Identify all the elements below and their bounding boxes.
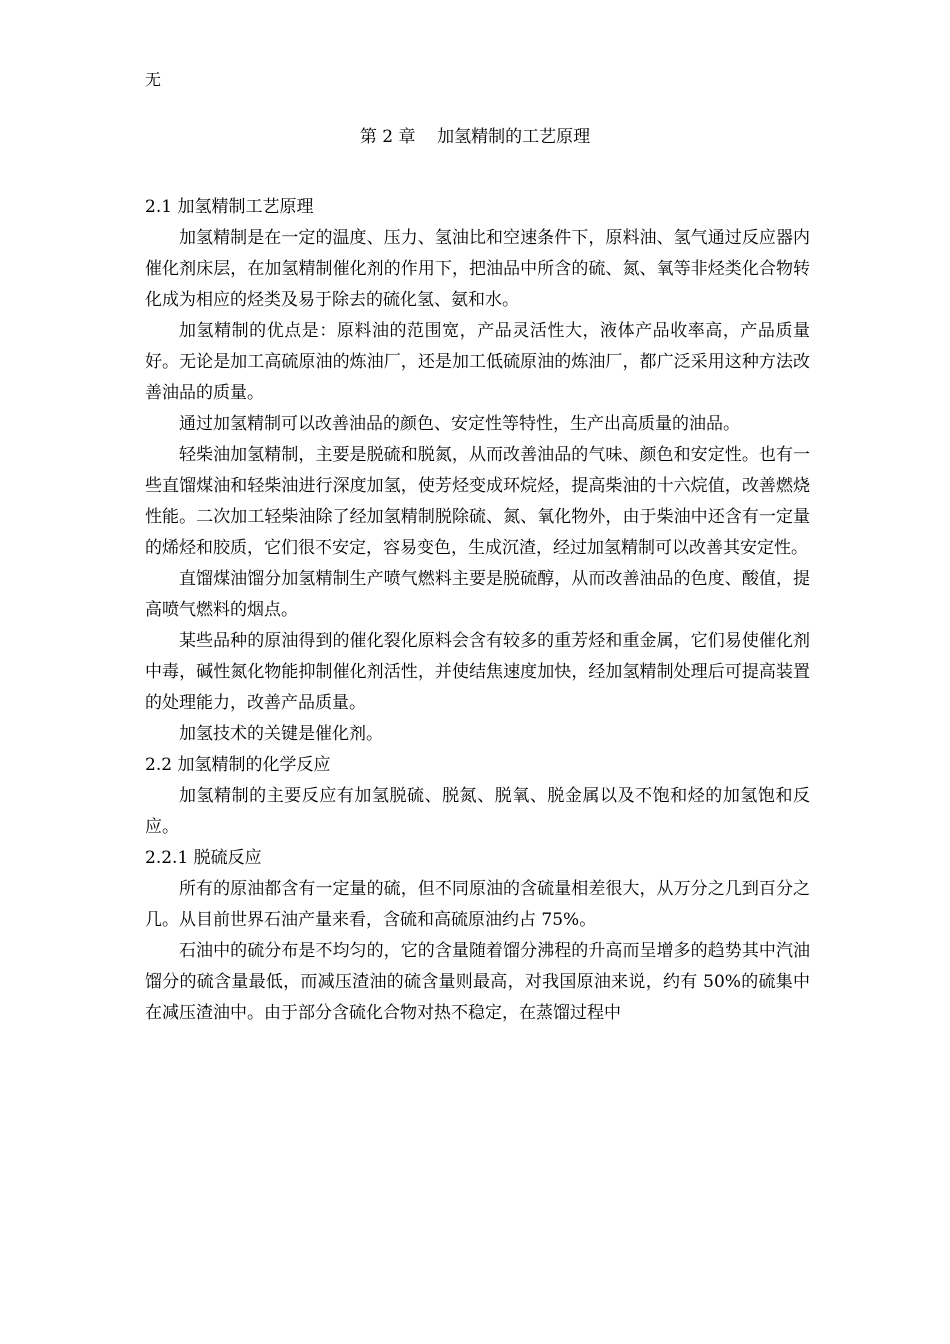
- paragraph: 所有的原油都含有一定量的硫，但不同原油的含硫量相差很大，从万分之几到百分之几。从目前世界石油产量来看，含硫和高硫原油约占 75%。: [145, 879, 810, 930]
- document-body: [145, 192, 810, 1029]
- paragraph: 加氢精制的主要反应有加氢脱硫、脱氮、脱氧、脱金属以及不饱和烃的加氢饱和反应。: [145, 786, 810, 837]
- paragraph: 石油中的硫分布是不均匀的，它的含量随着馏分沸程的升高而呈增多的趋势其中汽油馏分的硫含量最低，而减压渣油的硫含量则最高，对我国原油来说，约有 50%的硫集中在减压渣油中。由于部分含硫化合物对热不稳定，在蒸馏过程中: [145, 941, 810, 1023]
- section-heading-2-1: 2.1 加氢精制工艺原理: [145, 197, 314, 217]
- section-heading-2-2-1: 2.2.1 脱硫反应: [145, 848, 262, 868]
- header-mark: 无: [145, 70, 162, 89]
- paragraph: 直馏煤油馏分加氢精制生产喷气燃料主要是脱硫醇，从而改善油品的色度、酸值，提高喷气燃料的烟点。: [145, 569, 810, 620]
- paragraph: 加氢技术的关键是催化剂。: [179, 724, 383, 744]
- paragraph: 轻柴油加氢精制，主要是脱硫和脱氮，从而改善油品的气味、颜色和安定性。也有一些直馏煤油和轻柴油进行深度加氢，使芳烃变成环烷烃，提高柴油的十六烷值，改善燃烧性能。二次加工轻柴油除了经加氢精制脱除硫、氮、氧化物外，由于柴油中还含有一定量的烯烃和胶质，它们很不安定，容易变色，生成沉渣，经过加氢精制可以改善其安定性。: [145, 445, 810, 558]
- section-heading-2-2: 2.2 加氢精制的化学反应: [145, 755, 331, 775]
- paragraph: 某些品种的原油得到的催化裂化原料会含有较多的重芳烃和重金属，它们易使催化剂中毒，碱性氮化物能抑制催化剂活性，并使结焦速度加快，经加氢精制处理后可提高装置的处理能力，改善产品质量。: [145, 631, 810, 713]
- chapter-title: 第 2 章 加氢精制的工艺原理: [359, 127, 591, 147]
- paragraph: 通过加氢精制可以改善油品的颜色、安定性等特性，生产出高质量的油品。: [179, 414, 740, 434]
- paragraph: 加氢精制是在一定的温度、压力、氢油比和空速条件下，原料油、氢气通过反应器内催化剂床层，在加氢精制催化剂的作用下，把油品中所含的硫、氮、氧等非烃类化合物转化成为相应的烃类及易于除去的硫化氢、氨和水。: [145, 228, 810, 310]
- paragraph: 加氢精制的优点是：原料油的范围宽，产品灵活性大，液体产品收率高，产品质量好。无论是加工高硫原油的炼油厂，还是加工低硫原油的炼油厂，都广泛采用这种方法改善油品的质量。: [145, 321, 810, 403]
